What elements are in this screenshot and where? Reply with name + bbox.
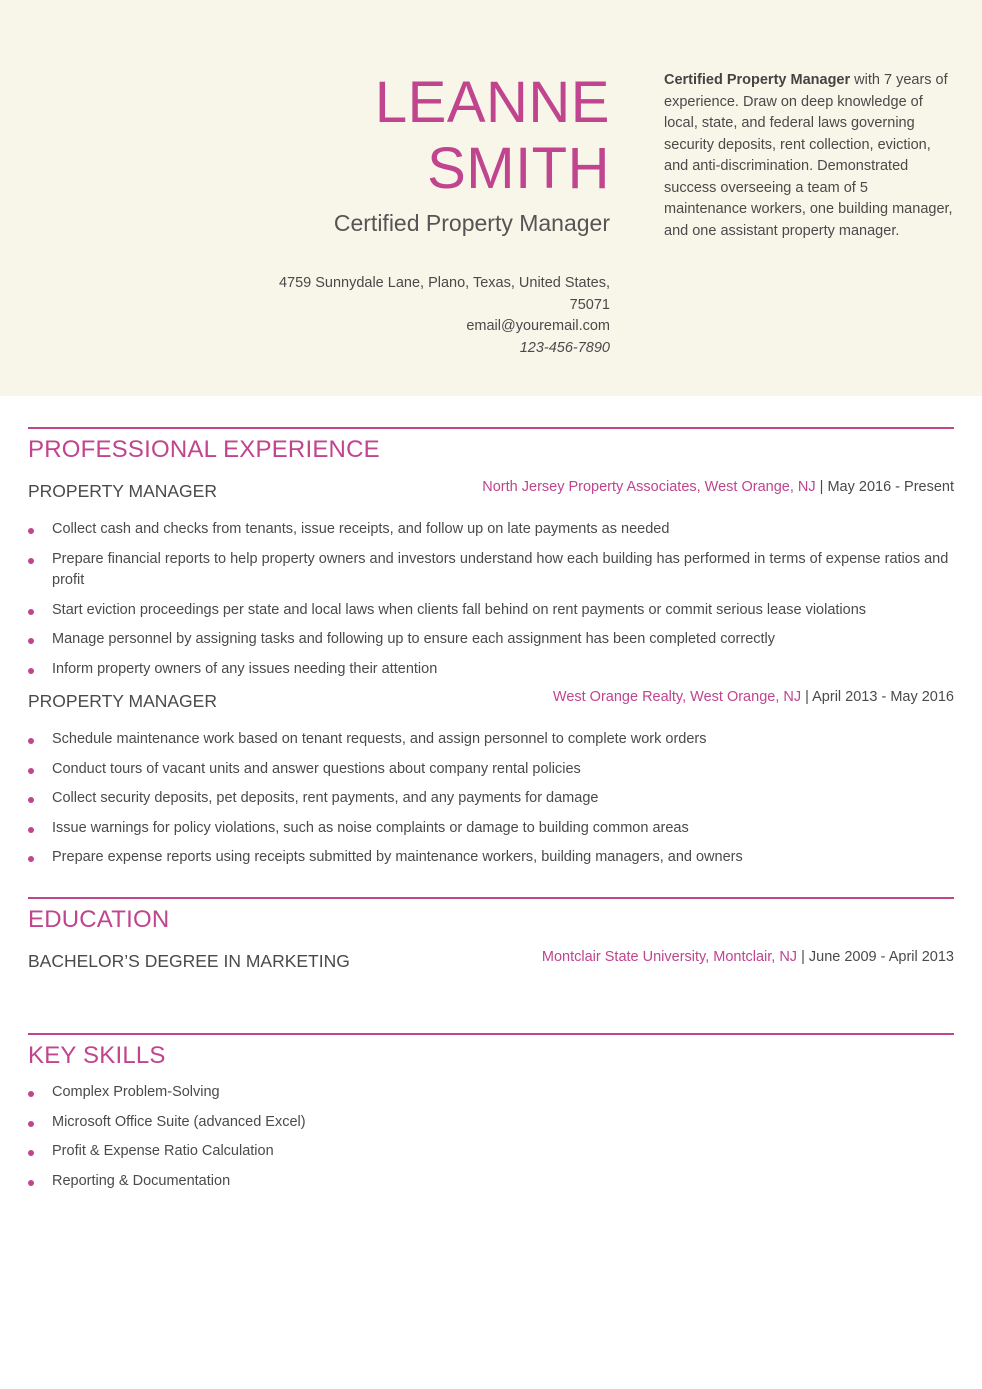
address-line-2: 75071 [569, 296, 610, 313]
email-address[interactable]: email@youremail.com [466, 318, 610, 334]
job-title: PROPERTY MANAGER [28, 691, 217, 711]
job-title: PROPERTY MANAGER [28, 481, 217, 501]
list-item: Collect cash and checks from tenants, issue receipts, and follow up on late payments as needed [28, 519, 954, 541]
job-dates: May 2016 - Present [827, 479, 954, 495]
list-item: Reporting & Documentation [28, 1171, 954, 1193]
section-divider [28, 1033, 954, 1035]
profile-summary [664, 70, 954, 242]
job-header [28, 481, 954, 503]
education-dates: June 2009 - April 2013 [808, 949, 954, 965]
list-item: Complex Problem-Solving [28, 1082, 954, 1104]
meta-separator: | [815, 479, 828, 495]
summary-lead: Certified Property Manager [664, 72, 851, 88]
first-name: LEANNE [374, 70, 610, 135]
list-item: Inform property owners of any issues needing their attention [28, 659, 954, 681]
school-name: Montclair State University, Montclair, NJ [541, 949, 798, 965]
address-line-1: 4759 Sunnydale Lane, Plano, Texas, United States, [278, 275, 610, 291]
skills-section [28, 1033, 954, 1200]
list-item: Schedule maintenance work based on tenant requests, and assign personnel to complete work orders [28, 729, 954, 751]
section-title-skills: KEY SKILLS [28, 1042, 166, 1069]
list-item: Prepare financial reports to help property owners and investors understand how each building has performed in terms of expense ratios and profit [28, 549, 954, 592]
last-name: SMITH [427, 136, 610, 201]
candidate-title: Certified Property Manager [333, 210, 610, 236]
job-bullets [28, 519, 954, 680]
list-item: Collect security deposits, pet deposits, rent payments, and any payments for damage [28, 788, 954, 810]
job-header [28, 691, 954, 713]
skills-list [28, 1082, 954, 1192]
job-bullets [28, 729, 954, 869]
phone-number: 123-456-7890 [519, 339, 610, 356]
list-item: Issue warnings for policy violations, such as noise complaints or damage to building common areas [28, 818, 954, 840]
education-header [28, 951, 954, 973]
list-item: Start eviction proceedings per state and local laws when clients fall behind on rent payments or commit serious lease violations [28, 600, 954, 622]
list-item: Conduct tours of vacant units and answer questions about company rental policies [28, 759, 954, 781]
meta-separator: | [797, 949, 809, 965]
meta-separator: | [801, 689, 813, 705]
list-item: Manage personnel by assigning tasks and following up to ensure each assignment has been completed correctly [28, 629, 954, 651]
degree-title: BACHELOR’S DEGREE IN MARKETING [28, 951, 350, 971]
education-meta [542, 949, 954, 965]
contact-info [270, 273, 610, 359]
section-divider [28, 897, 954, 899]
job-organization: West Orange Realty, West Orange, NJ [552, 689, 802, 705]
section-title-experience: PROFESSIONAL EXPERIENCE [28, 436, 380, 463]
section-divider [28, 427, 954, 429]
section-title-education: EDUCATION [28, 906, 170, 933]
job-organization: North Jersey Property Associates, West Orange, NJ [482, 479, 816, 495]
candidate-name [375, 70, 610, 202]
experience-section [28, 427, 954, 877]
education-section [28, 897, 954, 973]
list-item: Profit & Expense Ratio Calculation [28, 1141, 954, 1163]
list-item: Prepare expense reports using receipts submitted by maintenance workers, building managers, and owners [28, 847, 954, 869]
list-item: Microsoft Office Suite (advanced Excel) [28, 1112, 954, 1134]
summary-text: with 7 years of experience. Draw on deep knowledge of local, state, and federal laws governing security deposits, rent collection, eviction, and anti-discrimination. Demonstrated success overseeing a team of 5 maintenance workers, one building manager, and one assistant property manager. [664, 72, 953, 239]
job-meta [553, 689, 954, 705]
job-meta [482, 479, 954, 495]
job-dates: April 2013 - May 2016 [812, 689, 954, 705]
